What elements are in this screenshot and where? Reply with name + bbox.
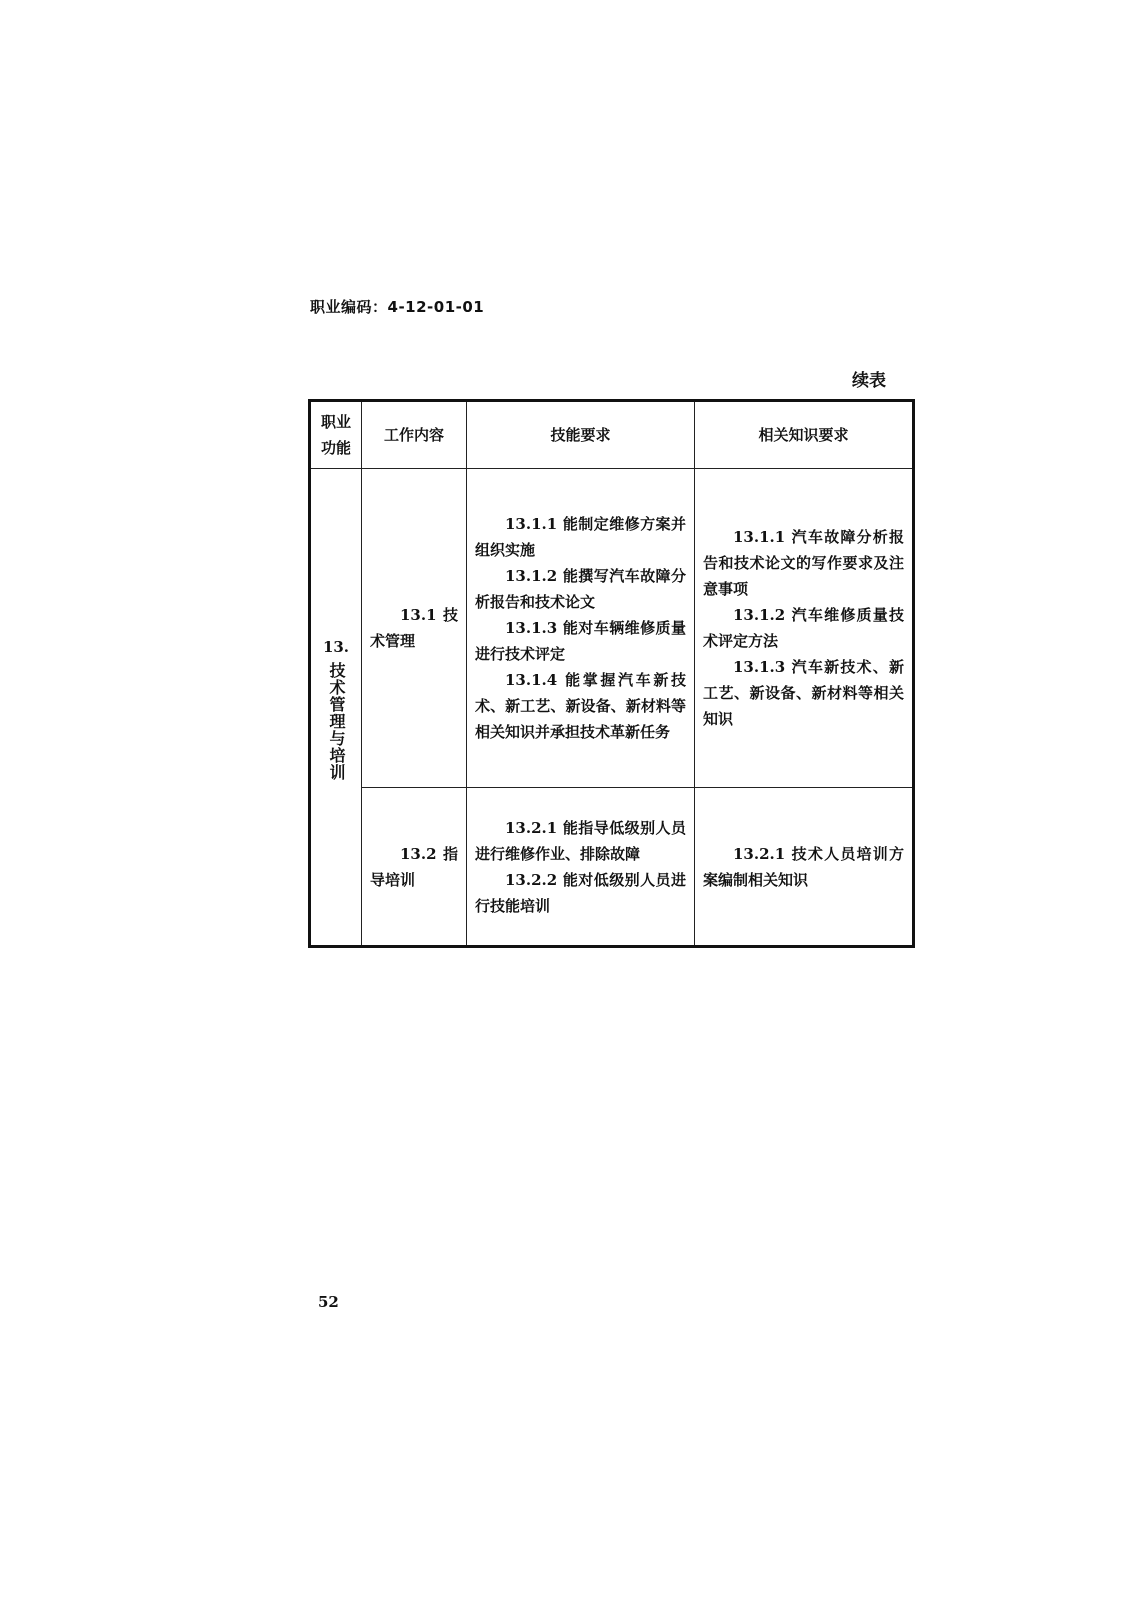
- work-content-cell: [362, 788, 467, 947]
- function-cell: [310, 469, 362, 947]
- knowledge-item: 13.1.3 汽车新技术、新工艺、新设备、新材料等相关知识: [703, 658, 904, 728]
- page-number: 52: [318, 1293, 339, 1311]
- skill-item: 13.2.1 能指导低级别人员进行维修作业、排除故障: [475, 818, 686, 863]
- header-function-line2: 功能: [320, 439, 351, 457]
- function-name: 技术管理与培训: [327, 661, 346, 781]
- work-content-cell: [362, 469, 467, 788]
- skill-item: 13.1.3 能对车辆维修质量进行技术评定: [475, 619, 686, 663]
- function-number: 13.: [322, 637, 350, 656]
- header-knowledge: 相关知识要求: [695, 401, 914, 469]
- knowledge-item: 13.1.1 汽车故障分析报告和技术论文的写作要求及注意事项: [703, 528, 904, 598]
- skill-standard-table: [308, 399, 915, 948]
- table-header-row: [310, 401, 914, 469]
- skill-item: 13.2.2 能对低级别人员进行技能培训: [475, 870, 686, 915]
- knowledge-cell: [695, 788, 914, 947]
- header-skill: 技能要求: [467, 401, 695, 469]
- continued-table-label: 续表: [852, 371, 886, 391]
- header-function-line1: 职业: [320, 413, 351, 431]
- knowledge-cell: [695, 469, 914, 788]
- skill-item: 13.1.4 能掌握汽车新技术、新工艺、新设备、新材料等相关知识并承担技术革新任务: [475, 671, 686, 741]
- header-work: 工作内容: [362, 401, 467, 469]
- header-function: [310, 401, 362, 469]
- table-row: [310, 469, 914, 788]
- skill-item: 13.1.1 能制定维修方案并组织实施: [475, 515, 686, 559]
- skill-item: 13.1.2 能撰写汽车故障分析报告和技术论文: [475, 567, 686, 611]
- skill-cell: [467, 469, 695, 788]
- table-row: [310, 788, 914, 947]
- occupation-code: 职业编码：4-12-01-01: [310, 298, 485, 316]
- knowledge-item: 13.1.2 汽车维修质量技术评定方法: [703, 606, 904, 650]
- knowledge-item: 13.2.1 技术人员培训方案编制相关知识: [703, 844, 904, 889]
- skill-cell: [467, 788, 695, 947]
- work-content-text: 13.1 技术管理: [370, 606, 458, 650]
- work-content-text: 13.2 指导培训: [370, 844, 458, 889]
